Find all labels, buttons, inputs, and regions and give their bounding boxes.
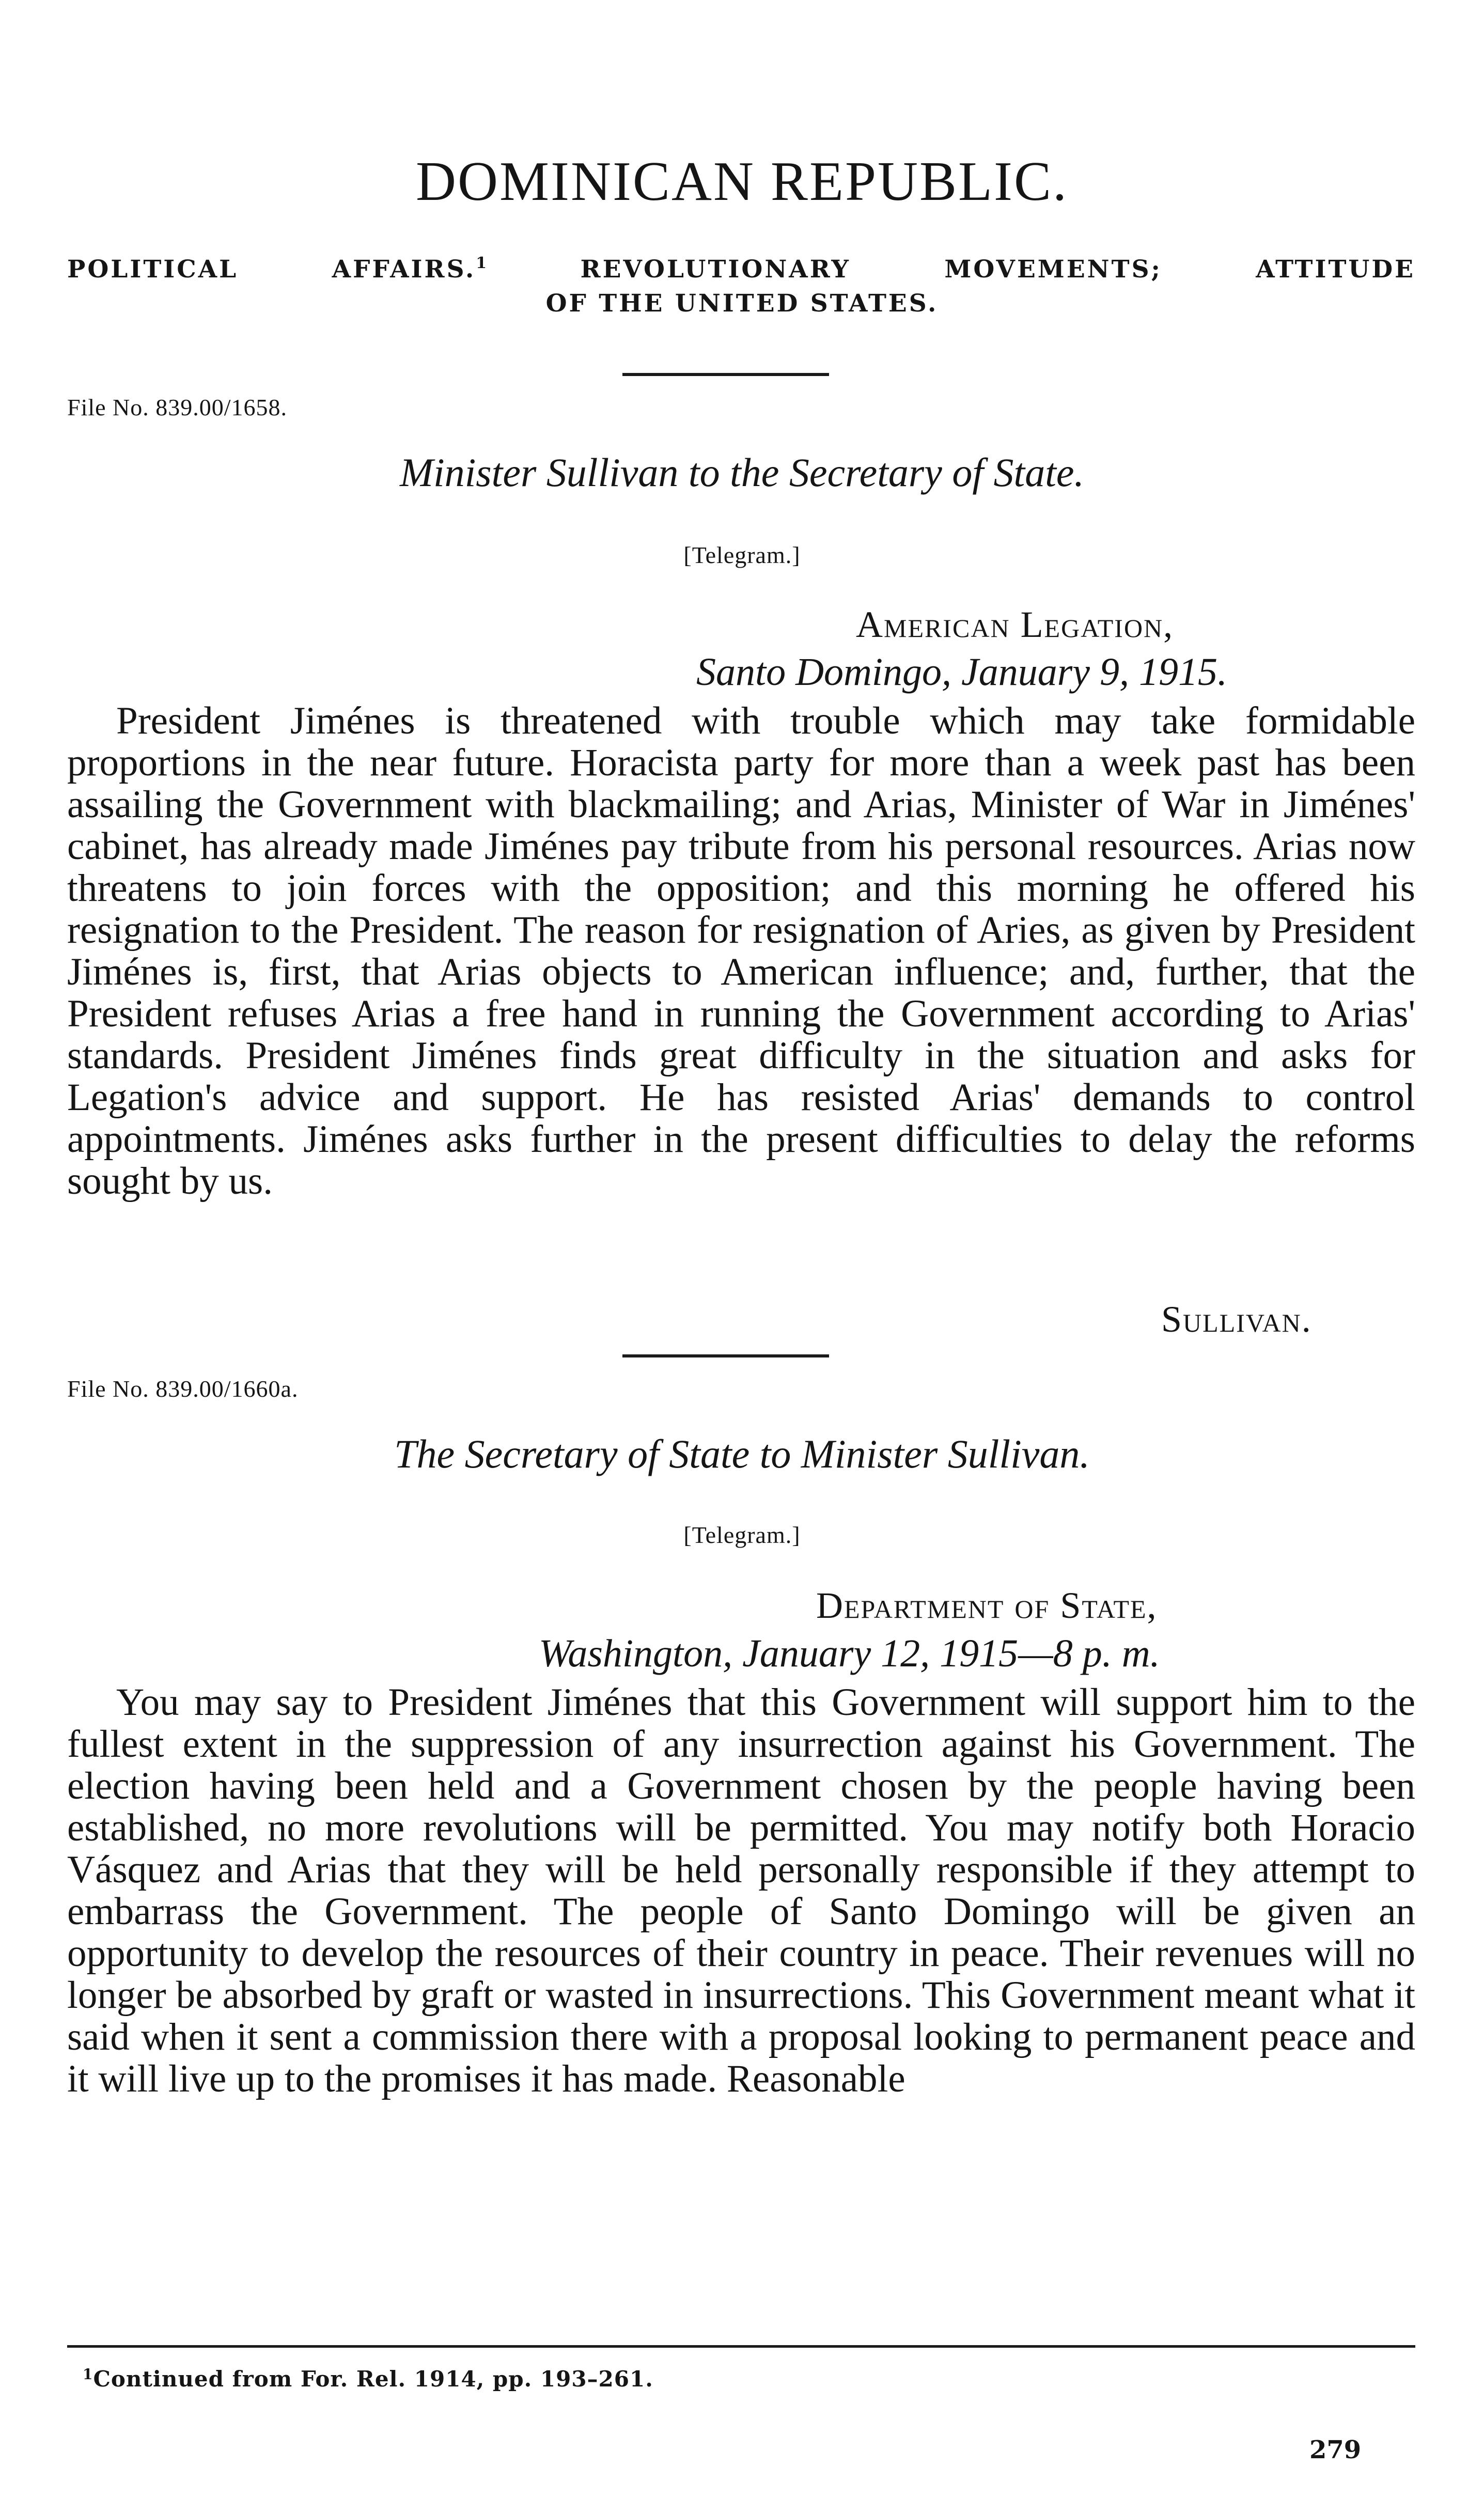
file-number: File No. 839.00/1658. (67, 394, 288, 420)
body-paragraph: You may say to President Jiménes that this Government will support him to the fullest extent in the suppression of any insurrection against his Government. The election having been held and a Government chosen by the people having been established, no more revolutions will be permitted. You may notify both Horacio Vásquez and Arias that they will be held personally responsible if they attempt to embarrass the Government. The people of Santo Domingo will be given an opportunity to develop the resources of their country in peace. Their revenues will no longer be absorbed by graft or wasted in insurrections. This Government meant what it said when it sent a commission there with a proposal looking to permanent peace and it will live up to the promises it has made. Reasonable (67, 1681, 1415, 2100)
page-number: 279 (1309, 2436, 1362, 2464)
footnote-mark: 1 (83, 2366, 93, 2383)
document-heading: Minister Sullivan to the Secretary of State. (399, 450, 1084, 495)
file-number: File No. 839.00/1660a. (67, 1376, 299, 1402)
telegram-label: [Telegram.] (683, 542, 801, 568)
telegram-body (67, 700, 1415, 1202)
separator-rule (622, 373, 829, 376)
body-paragraph: President Jiménes is threatened with trouble which may take formidable proportions in the near future. Horacista party for more than a week past has been assailing the Government with blackmailing; and Arias, Minister of War in Jiménes' cabinet, has already made Jiménes pay tribute from his personal resources. Arias now threatens to join forces with the opposition; and this morning he offered his resignation to the President. The reason for resignation of Aries, as given by President Jiménes is, first, that Arias objects to American influence; and, further, that the President refuses Arias a free hand in running the Government according to Arias' standards. President Jiménes finds great difficulty in the situation and asks for Legation's advice and support. He has resisted Arias' demands to control appointments. Jiménes asks further in the present difficulties to delay the reforms sought by us. (67, 699, 1415, 1203)
footnote-text: Continued from For. Rel. 1914, pp. 193–261. (93, 2366, 653, 2392)
section-subheading-line1 (67, 254, 1415, 284)
document-heading: The Secretary of State to Minister Sullivan. (394, 1431, 1090, 1476)
telegram-body (67, 1681, 1415, 2100)
signature: Sullivan. (1161, 1299, 1312, 1340)
page-title: DOMINICAN REPUBLIC. (415, 151, 1069, 212)
sender-place: American Legation, (856, 604, 1174, 645)
section-subheading-line2: OF THE UNITED STATES. (545, 289, 939, 318)
footnote (83, 2366, 653, 2392)
telegram-label: [Telegram.] (683, 1522, 801, 1548)
sender-place: Department of State, (816, 1585, 1158, 1626)
dateline: Washington, January 12, 1915—8 p. m. (539, 1632, 1160, 1675)
separator-rule (622, 1354, 829, 1357)
footnote-rule (67, 2345, 1415, 2348)
dateline: Santo Domingo, January 9, 1915. (696, 650, 1228, 694)
footnote-reference-mark: 1 (476, 254, 487, 272)
subheading-part1: POLITICAL AFFAIRS. (67, 255, 476, 284)
subheading-part2: REVOLUTIONARY MOVEMENTS; ATTITUDE (580, 255, 1415, 284)
